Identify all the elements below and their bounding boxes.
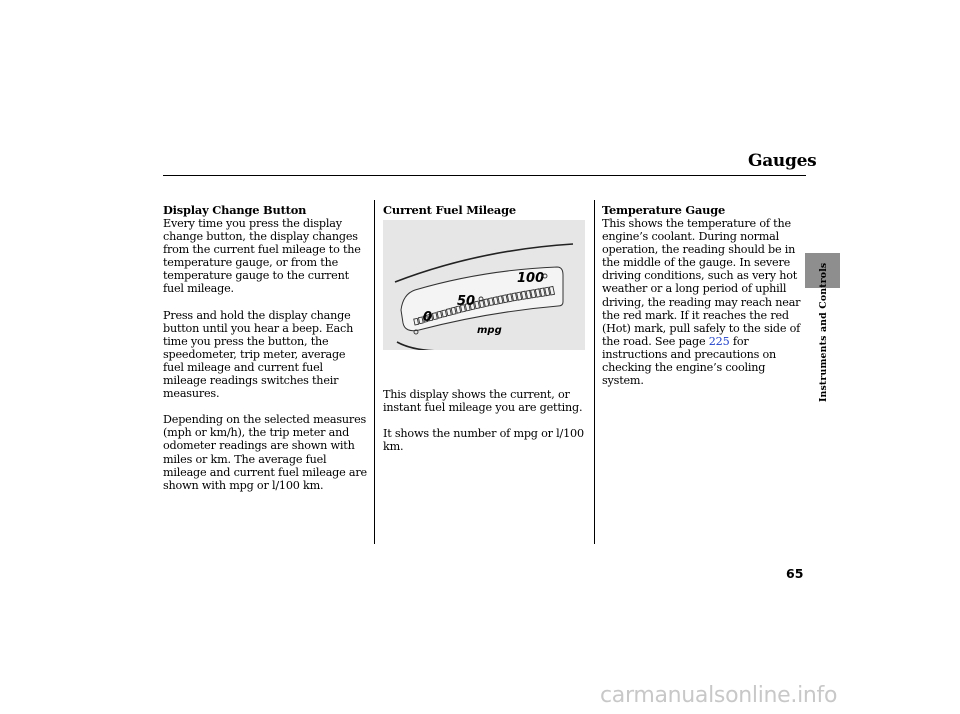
paragraph-fuel-mileage-2: It shows the number of mpg or l/100 km. [383,427,584,454]
temperature-text-after: for instructions and precautions on checking the engine’s cooling system. [602,334,777,388]
paragraph-temperature [602,217,802,387]
fuel-gauge-illustration [383,220,585,350]
header-rule [163,175,806,176]
temperature-text-before: This shows the temperature of the engine’s coolant. During normal operation, the reading should be in the middle of the gauge. In severe driving conditions, such as very hot weather or a long period of uphill driving, the reading may reach near the red mark. If it reaches the red (Hot) mark, pull safely to the side of the road. See page [602,217,801,348]
page-number: 65 [786,566,804,581]
paragraph-display-change-3: Depending on the selected measures (mph or km/h), the trip meter and odometer readings are shown with miles or km. The average fuel mileage and current fuel mileage are shown with mpg or l/100 km. [163,413,367,492]
page-225-link[interactable]: 225 [708,334,730,348]
section-side-label: Instruments and Controls [818,262,829,402]
column-divider-right [594,200,595,544]
gauge-unit-label: mpg [477,325,502,336]
heading-display-change: Display Change Button [163,203,307,217]
column-display-change [163,203,368,492]
paragraph-fuel-mileage-1: This display shows the current, or instant fuel mileage you are getting. [383,388,583,415]
gauge-label-fifty: 50 [457,294,476,309]
gauge-label-hundred: 100 [517,271,545,286]
column-temperature [602,203,802,387]
paragraph-display-change-1: Every time you press the display change button, the display changes from the current fuel mileage to the temperature gauge, or from the temperature gauge to the current fuel mileage. [163,217,361,296]
column-divider-left [374,200,375,544]
heading-fuel-mileage: Current Fuel Mileage [383,203,516,217]
page-header-title: Gauges [748,151,817,171]
gauge-label-zero: 0 [423,310,433,325]
watermark: carmanualsonline.info [600,683,838,708]
dash-lower-curve [397,342,585,350]
paragraph-display-change-2: Press and hold the display change button until you hear a beep. Each time you press the button, the speedometer, trip meter, average fuel mileage and current fuel mileage readings switches their measures. [163,308,354,401]
fuel-mileage-gauge-figure [383,220,585,350]
heading-temperature: Temperature Gauge [602,203,726,217]
